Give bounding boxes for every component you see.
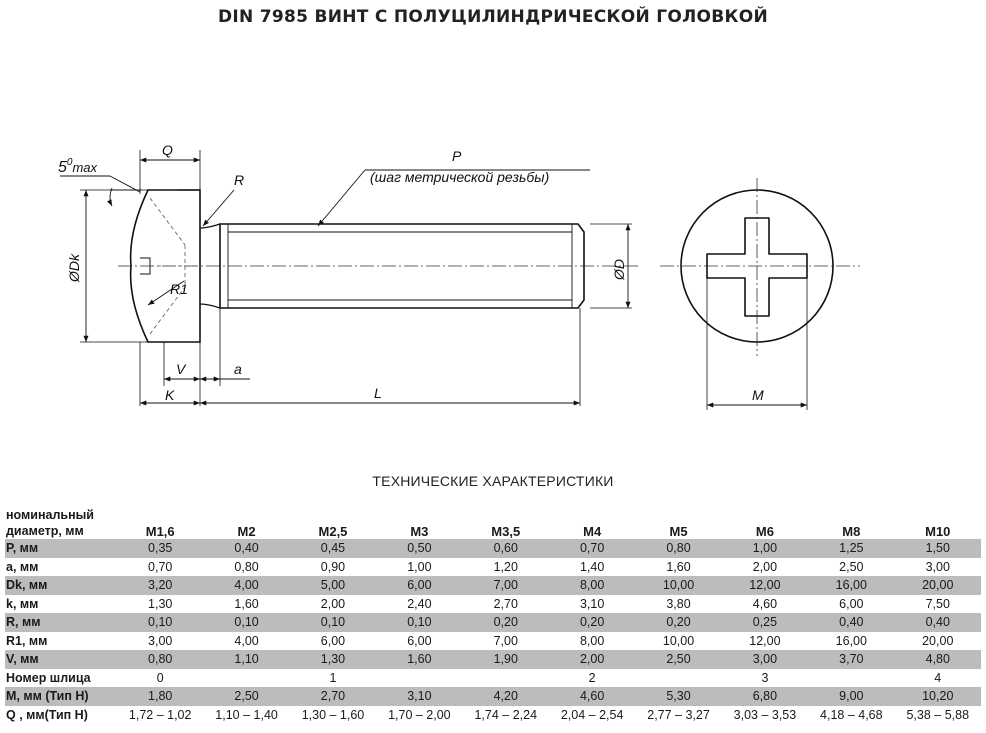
table-row [5, 539, 981, 558]
table-cell: 0,35 [117, 539, 203, 558]
table-cell: 0,25 [722, 613, 808, 632]
table-cell: 2,00 [549, 650, 635, 669]
table-cell: 0,80 [117, 650, 203, 669]
r-label: R [234, 172, 245, 188]
table-cell: 0,10 [203, 613, 289, 632]
table-cell: 0,40 [203, 539, 289, 558]
table-cell: 2,50 [635, 650, 721, 669]
table-cell: 4,18 – 4,68 [820, 707, 883, 722]
table-cell: 1,72 – 1,02 [128, 707, 192, 722]
table-cell: 4,80 [895, 650, 981, 669]
table-cell: 0 [156, 670, 164, 685]
p-note: (шаг метрической резьбы) [370, 169, 550, 185]
l-label: L [374, 385, 382, 401]
column-header: M4 [583, 524, 602, 539]
table-cell: 0,45 [290, 539, 376, 558]
table-row [5, 650, 981, 669]
table-cell: 3,00 [925, 559, 950, 574]
table-cell: 8,00 [579, 633, 605, 648]
table-cell: 7,00 [493, 633, 518, 648]
table-row [5, 613, 981, 632]
table-cell: 4,60 [549, 687, 635, 706]
table-cell: 2,70 [290, 687, 376, 706]
table-cell: 6,00 [320, 633, 346, 648]
table-cell: 4,20 [463, 687, 549, 706]
table-cell: 8,00 [549, 576, 635, 595]
table-cell: 0,70 [148, 559, 173, 574]
table-cell: 2,00 [320, 596, 346, 611]
dk-label: ØDk [66, 254, 82, 282]
table-cell: 0,70 [549, 539, 635, 558]
table-cell: 2,50 [203, 687, 289, 706]
table-cell: 0,10 [117, 613, 203, 632]
p-label: P [452, 148, 462, 164]
k-label: K [165, 387, 175, 403]
table-cell: 1,60 [376, 650, 462, 669]
table-cell: 6,00 [407, 633, 432, 648]
table-cell: 0,20 [463, 613, 549, 632]
header-label-line1: номинальный [6, 508, 94, 522]
row-label: R, мм [5, 613, 117, 632]
table-cell: 3,10 [579, 596, 605, 611]
table-cell: 3,20 [117, 576, 203, 595]
table-cell: 1,70 – 2,00 [388, 707, 451, 722]
column-header: M3 [410, 524, 429, 539]
table-cell: 1,00 [407, 559, 432, 574]
table-cell [808, 669, 894, 688]
table-cell: 1 [329, 670, 337, 685]
angle-label: $5^0_{max}$ [58, 157, 98, 176]
table-cell: 20,00 [895, 576, 981, 595]
table-cell: 3,80 [666, 596, 691, 611]
table-cell: 9,00 [808, 687, 894, 706]
table-cell: 2 [588, 670, 596, 685]
table-cell: 3,70 [808, 650, 894, 669]
table-cell: 2,77 – 3,27 [647, 707, 710, 722]
column-header: M1,6 [145, 524, 175, 539]
table-cell: 2,00 [752, 559, 778, 574]
table-cell: 1,30 [148, 596, 173, 611]
table-cell: 1,80 [117, 687, 203, 706]
q-label: Q [162, 142, 173, 158]
table-cell: 2,50 [839, 559, 864, 574]
table-cell: 1,25 [808, 539, 894, 558]
column-header: M5 [669, 524, 688, 539]
table-cell: 3,03 – 3,53 [733, 707, 797, 722]
table-cell: 3 [761, 670, 769, 685]
table-cell: 0,20 [549, 613, 635, 632]
row-label: R1, мм [6, 633, 48, 648]
table-cell: 1,20 [493, 559, 518, 574]
table-cell: 10,00 [635, 576, 721, 595]
table-cell: 1,60 [234, 596, 259, 611]
table-cell: 6,00 [839, 596, 864, 611]
table-cell: 1,50 [895, 539, 981, 558]
table-cell: 6,80 [722, 687, 808, 706]
table-cell: 10,20 [895, 687, 981, 706]
table-cell: 4,60 [752, 596, 778, 611]
column-header: M2,5 [318, 524, 348, 539]
table-cell: 0,10 [376, 613, 462, 632]
table-cell: 20,00 [922, 633, 954, 648]
table-cell: 0,80 [234, 559, 259, 574]
header-label-line2: диаметр, мм [6, 524, 84, 538]
table-subtitle: ТЕХНИЧЕСКИЕ ХАРАКТЕРИСТИКИ [372, 473, 614, 489]
column-header: M6 [755, 524, 774, 539]
table-cell: 2,40 [407, 596, 432, 611]
table-cell: 5,38 – 5,88 [906, 707, 970, 722]
table-row [5, 595, 981, 614]
table-cell: 3,10 [376, 687, 462, 706]
table-cell: 0,40 [895, 613, 981, 632]
table-cell: 1,90 [463, 650, 549, 669]
row-label: P, мм [5, 539, 117, 558]
table-cell: 16,00 [835, 633, 867, 648]
table-cell: 16,00 [808, 576, 894, 595]
table-cell [376, 669, 462, 688]
table-cell: 1,40 [579, 559, 605, 574]
row-label: M, мм (Тип H) [5, 687, 117, 706]
table-cell: 1,10 – 1,40 [215, 707, 278, 722]
table-row [5, 706, 981, 725]
column-header: M3,5 [491, 524, 521, 539]
table-cell: 1,30 [290, 650, 376, 669]
table-header-row [5, 503, 981, 539]
column-header: M10 [925, 524, 951, 539]
d-label: ØD [611, 259, 627, 280]
table-cell: 1,00 [722, 539, 808, 558]
table-cell: 0,10 [290, 613, 376, 632]
table-cell: 1,74 – 2,24 [474, 707, 538, 722]
table-cell [463, 669, 549, 688]
table-cell: 12,00 [722, 576, 808, 595]
table-cell: 1,30 – 1,60 [301, 707, 365, 722]
table-row [5, 687, 981, 706]
table-cell: 2,04 – 2,54 [560, 707, 624, 722]
row-label: Q , мм(Тип H) [6, 707, 88, 722]
row-label: V, мм [5, 650, 117, 669]
table-cell: 10,00 [662, 633, 695, 648]
table-row [5, 669, 981, 688]
table-cell: 1,10 [203, 650, 289, 669]
table-cell: 6,00 [376, 576, 462, 595]
row-label: Dk, мм [5, 576, 117, 595]
page-title: DIN 7985 ВИНТ С ПОЛУЦИЛИНДРИЧЕСКОЙ ГОЛОВКОЙ [217, 7, 769, 27]
table-cell: 0,40 [808, 613, 894, 632]
column-header: M2 [237, 524, 256, 539]
v-label: V [176, 361, 186, 377]
table-cell: 5,00 [290, 576, 376, 595]
specs-table [5, 503, 981, 724]
table-row [5, 632, 981, 651]
table-cell: 1,60 [666, 559, 691, 574]
table-row [5, 558, 981, 577]
table-cell: 7,50 [925, 596, 950, 611]
table-cell: 4,00 [203, 576, 289, 595]
table-cell: 0,60 [463, 539, 549, 558]
row-label: a, мм [6, 559, 39, 574]
table-cell [635, 669, 721, 688]
table-cell: 0,80 [635, 539, 721, 558]
header-label [5, 503, 117, 539]
table-cell: 7,00 [463, 576, 549, 595]
row-label: k, мм [6, 596, 39, 611]
table-cell: 12,00 [749, 633, 781, 648]
row-label: Номер шлица [6, 670, 91, 685]
r1-label: R1 [170, 281, 188, 297]
table-cell: 4 [934, 670, 942, 685]
m-label: M [752, 387, 764, 403]
table-cell: 4,00 [234, 633, 259, 648]
table-cell: 3,00 [722, 650, 808, 669]
a-label: a [234, 361, 242, 377]
table-cell: 0,20 [635, 613, 721, 632]
table-cell: 3,00 [148, 633, 173, 648]
table-cell: 5,30 [635, 687, 721, 706]
table-cell: 2,70 [493, 596, 518, 611]
table-row [5, 576, 981, 595]
table-cell: 0,90 [320, 559, 346, 574]
table-cell [203, 669, 289, 688]
table-cell: 0,50 [376, 539, 462, 558]
column-header: M8 [842, 524, 861, 539]
